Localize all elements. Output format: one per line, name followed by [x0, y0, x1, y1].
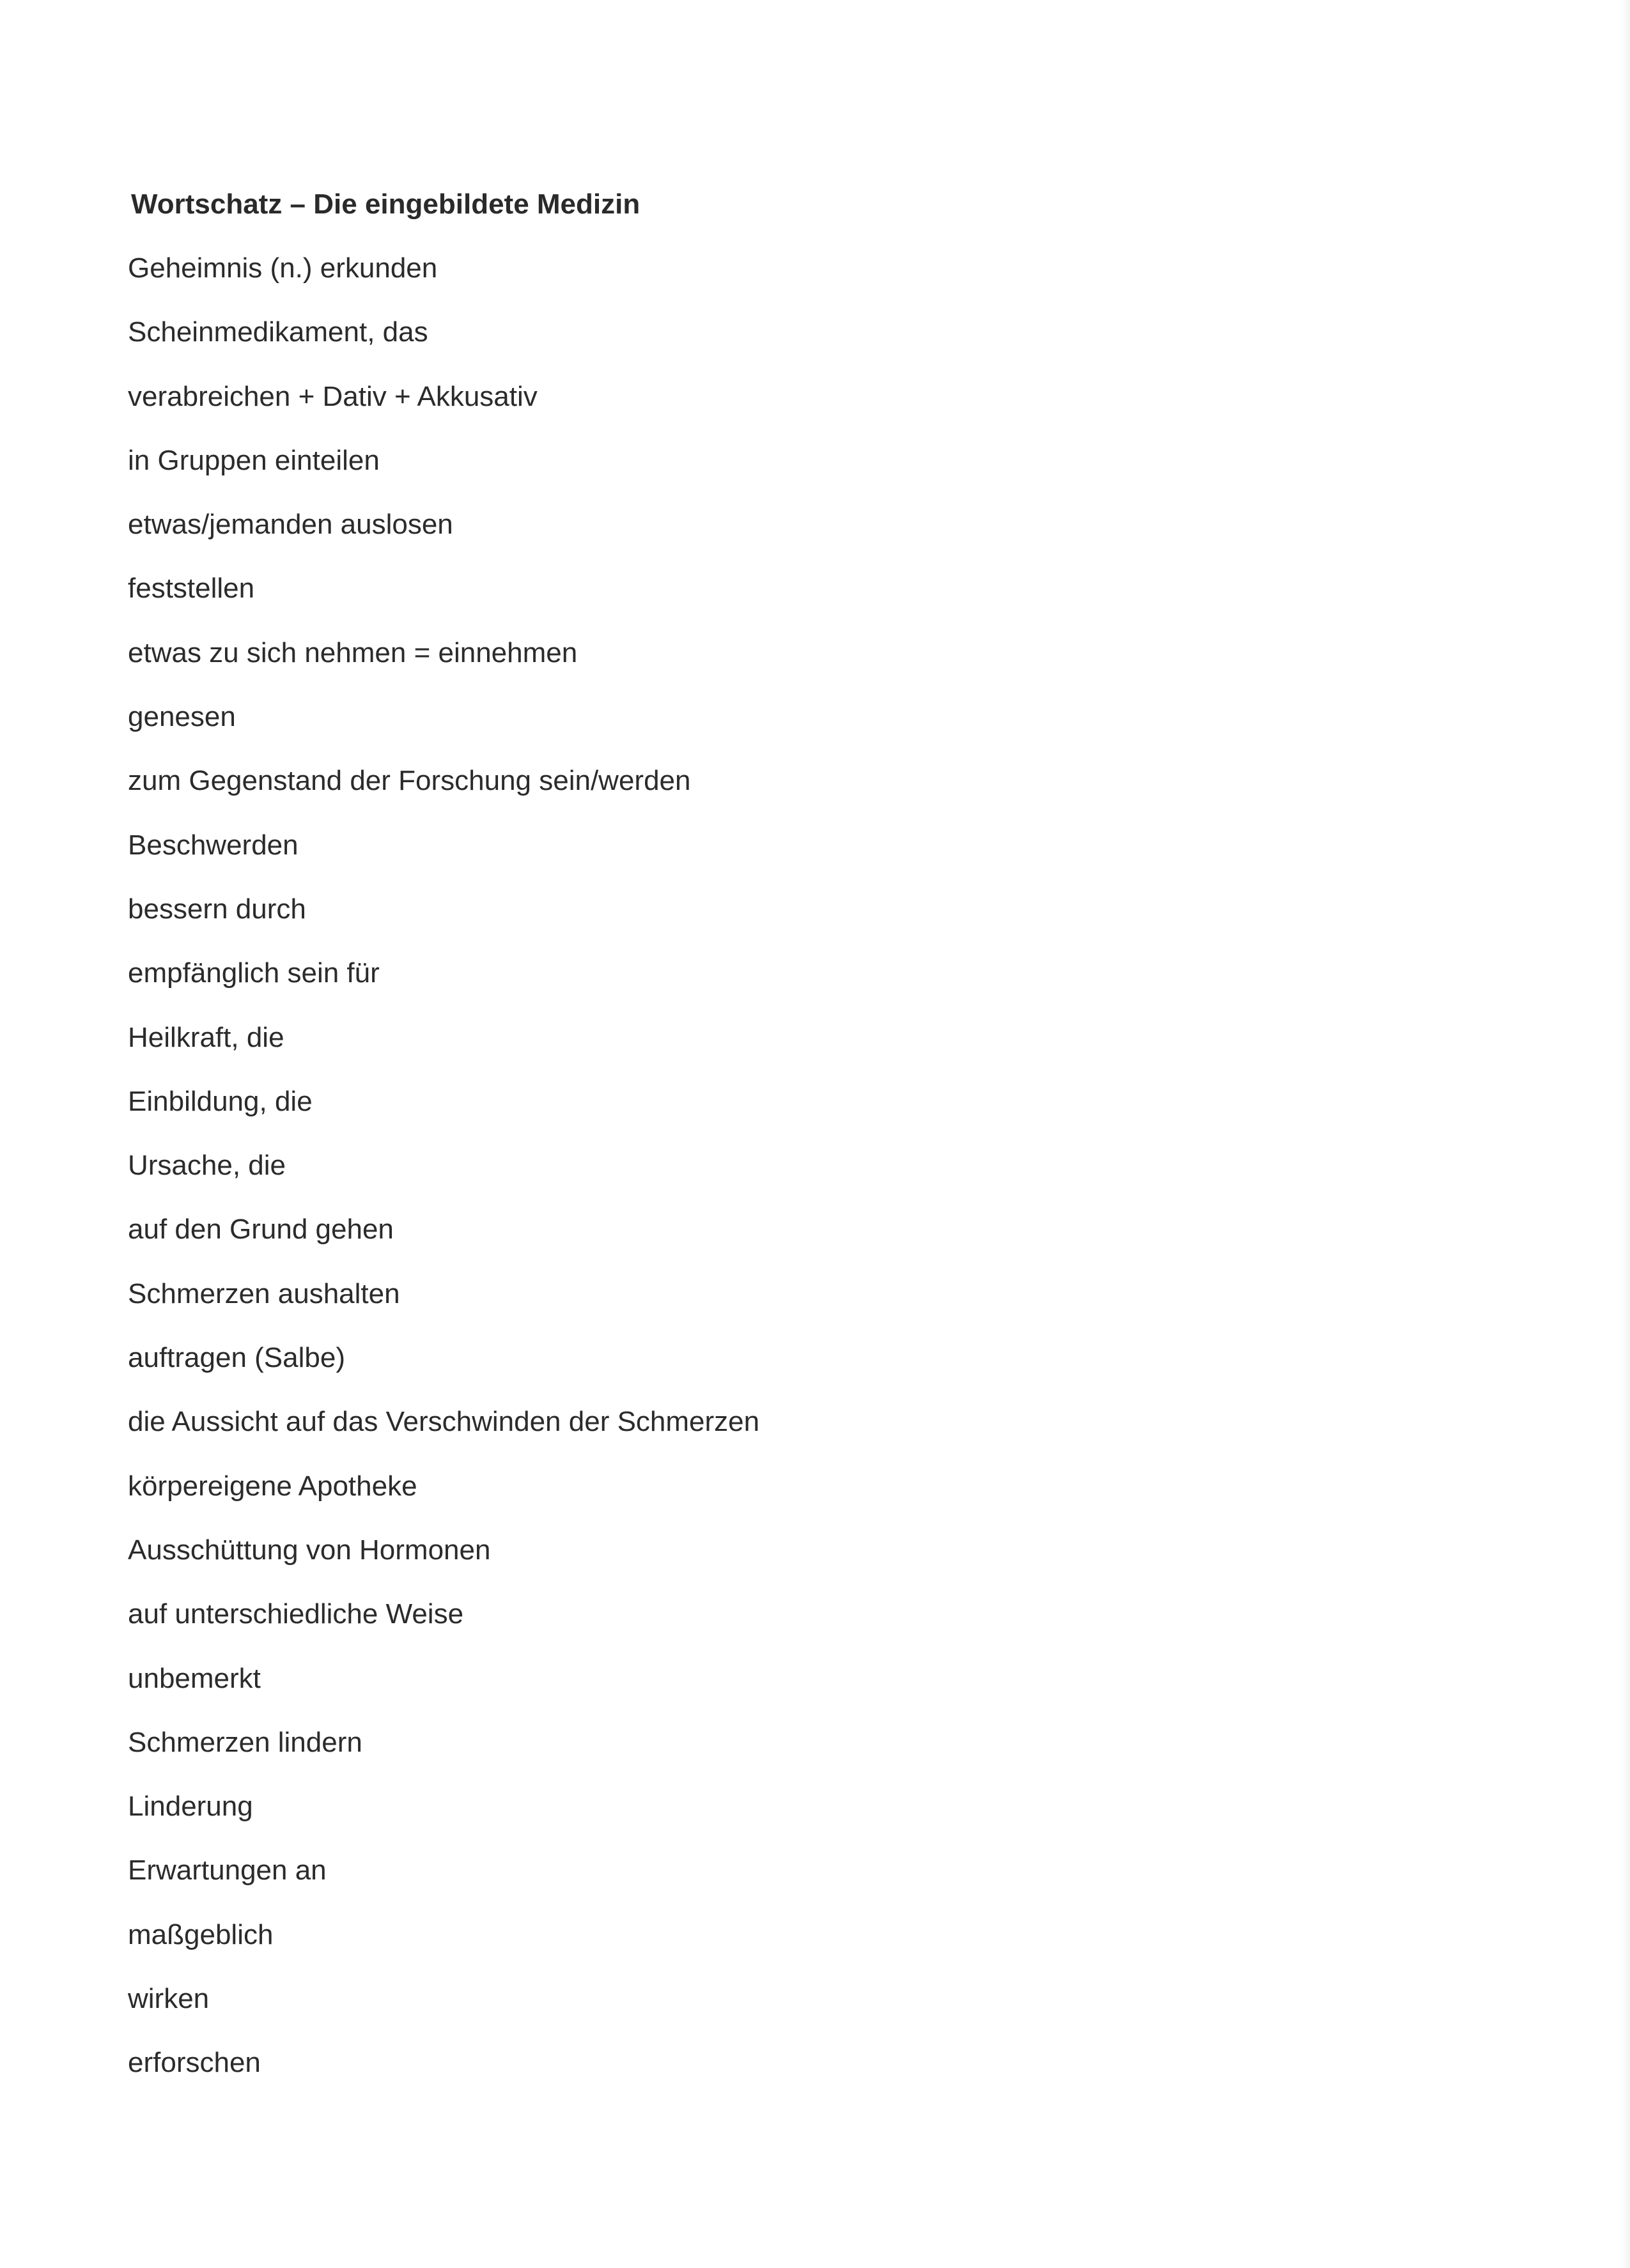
- vocab-item: Einbildung, die: [128, 1085, 313, 1117]
- vocab-item: unbemerkt: [128, 1662, 261, 1694]
- vocab-item: Schmerzen aushalten: [128, 1277, 400, 1309]
- vocab-item: die Aussicht auf das Verschwinden der Schmerzen: [128, 1406, 760, 1438]
- vocab-item: Heilkraft, die: [128, 1021, 284, 1053]
- vocab-item: auf unterschiedliche Weise: [128, 1598, 464, 1630]
- vocab-item: etwas zu sich nehmen = einnehmen: [128, 636, 578, 668]
- vocab-item: empfänglich sein für: [128, 957, 380, 989]
- vocab-item: verabreichen + Dativ + Akkusativ: [128, 380, 538, 412]
- document-title: Wortschatz – Die eingebildete Medizin: [131, 189, 640, 220]
- vocab-item: zum Gegenstand der Forschung sein/werden: [128, 765, 691, 797]
- vocab-item: körpereigene Apotheke: [128, 1470, 417, 1502]
- vocab-item: Erwartungen an: [128, 1855, 327, 1886]
- vocab-item: Schmerzen lindern: [128, 1726, 362, 1758]
- vocab-item: Ursache, die: [128, 1150, 286, 1182]
- vocab-item: Beschwerden: [128, 829, 299, 861]
- vocab-item: maßgeblich: [128, 1918, 274, 1950]
- vocab-item: Scheinmedikament, das: [128, 316, 428, 348]
- vocab-item: etwas/jemanden auslosen: [128, 509, 453, 541]
- vocab-item: auf den Grund gehen: [128, 1214, 394, 1246]
- vocab-item: bessern durch: [128, 893, 306, 925]
- vocab-item: Ausschüttung von Hormonen: [128, 1534, 491, 1566]
- vocabulary-list: [128, 251, 759, 2110]
- vocab-item: auftragen (Salbe): [128, 1342, 345, 1374]
- vocab-item: wirken: [128, 1983, 210, 2015]
- vocab-item: in Gruppen einteilen: [128, 444, 380, 476]
- scan-edge-shadow: [1621, 0, 1630, 2268]
- vocab-item: genesen: [128, 701, 236, 733]
- vocab-item: feststellen: [128, 573, 255, 605]
- vocab-item: Linderung: [128, 1791, 253, 1823]
- vocab-item: erforschen: [128, 2047, 261, 2079]
- vocab-item: Geheimnis (n.) erkunden: [128, 252, 438, 284]
